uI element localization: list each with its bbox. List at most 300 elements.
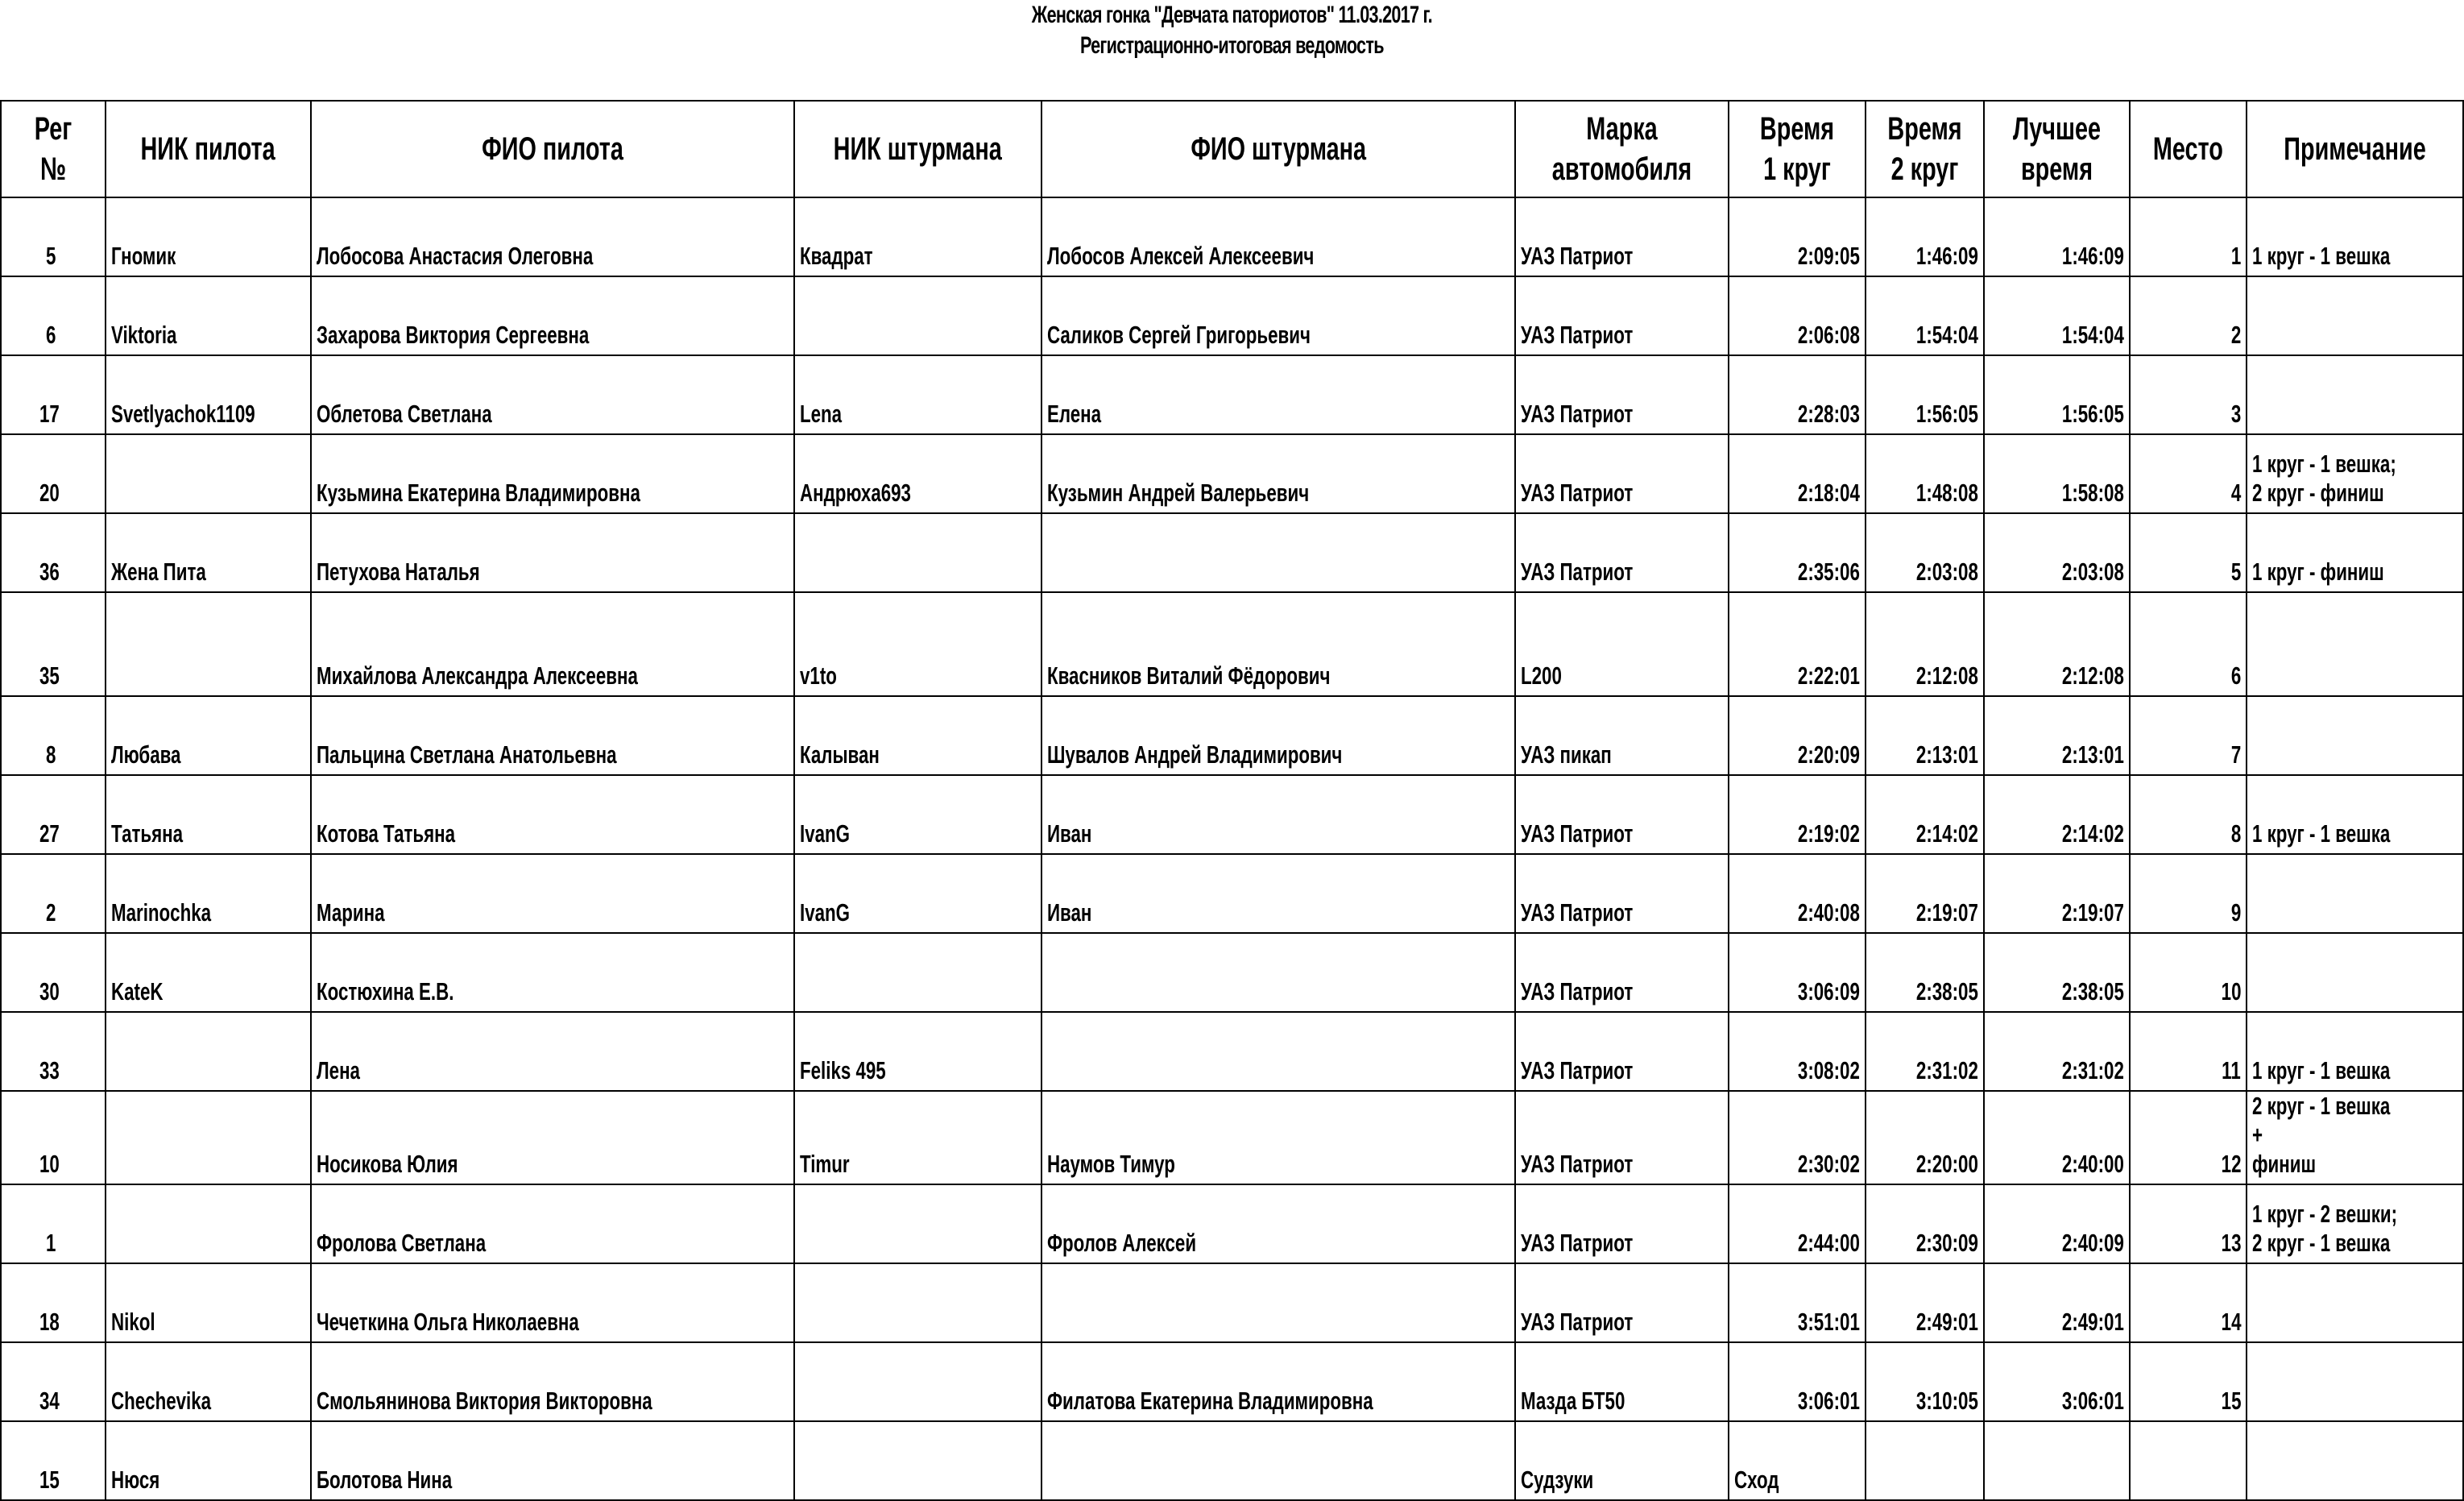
cell-car-make (1515, 513, 1729, 592)
cell-lap2-time (1866, 1342, 1984, 1421)
cell-navigator-nick-text: Квадрат (800, 242, 873, 270)
cell-navigator-name (1042, 854, 1515, 933)
table-row (1, 1263, 2463, 1342)
cell-pilot-nick (106, 592, 311, 696)
cell-navigator-name (1042, 1263, 1515, 1342)
cell-reg-no (1, 775, 106, 854)
cell-lap1-time-text: 2:22:01 (1798, 661, 1860, 690)
header-label: Место (2153, 131, 2223, 167)
cell-car-make-text: УАЗ Патриот (1521, 1308, 1634, 1336)
cell-navigator-name-text: Филатова Екатерина Владимировна (1047, 1387, 1373, 1415)
table-row (1, 197, 2463, 276)
cell-car-make (1515, 434, 1729, 513)
cell-place (2130, 1184, 2247, 1263)
table-row (1, 854, 2463, 933)
cell-lap2-time-text: 2:14:02 (1916, 819, 1978, 848)
cell-best-time-text: 1:56:05 (2062, 400, 2124, 428)
cell-place-text: 8 (2230, 819, 2241, 848)
cell-pilot-nick-text: Любава (111, 740, 181, 769)
cell-best-time-text: 2:31:02 (2062, 1056, 2124, 1084)
cell-navigator-nick-text: Feliks 495 (800, 1056, 886, 1084)
cell-pilot-nick-text: Viktoria (111, 321, 177, 349)
cell-best-time-text: 2:03:08 (2062, 558, 2124, 586)
cell-pilot-name (311, 1012, 794, 1091)
cell-lap1-time-text: 2:18:04 (1798, 479, 1860, 507)
cell-pilot-nick-text: Nikol (111, 1308, 155, 1336)
cell-car-make-text: УАЗ Патриот (1521, 400, 1634, 428)
cell-reg-no-text: 18 (39, 1308, 60, 1336)
header-pilot-nick (106, 101, 311, 197)
cell-navigator-nick-text: IvanG (800, 819, 851, 848)
cell-reg-no-text: 17 (39, 400, 60, 428)
cell-place-text: 6 (2230, 661, 2241, 690)
cell-note-text: 1 круг - 1 вешка (2252, 819, 2391, 848)
cell-lap2-time-text: 2:20:00 (1916, 1150, 1978, 1178)
cell-note (2247, 775, 2463, 854)
cell-best-time-text: 2:14:02 (2062, 819, 2124, 848)
cell-lap2-time-text: 2:19:07 (1916, 898, 1978, 927)
cell-place-text: 11 (2222, 1056, 2241, 1084)
cell-place-text: 10 (2221, 977, 2241, 1006)
cell-reg-no-text: 10 (39, 1150, 60, 1178)
cell-best-time-text: 1:58:08 (2062, 479, 2124, 507)
results-table (0, 100, 2464, 1501)
header-best-time (1984, 101, 2130, 197)
cell-navigator-name-text: Кузьмин Андрей Валерьевич (1047, 479, 1310, 507)
header-place (2130, 101, 2247, 197)
cell-pilot-nick (106, 434, 311, 513)
cell-pilot-name-text: Захарова Виктория Сергеевна (317, 321, 590, 349)
cell-lap1-time-text: 2:40:08 (1798, 898, 1860, 927)
header-navigator-nick (794, 101, 1042, 197)
cell-best-time (1984, 434, 2130, 513)
cell-place (2130, 513, 2247, 592)
cell-reg-no-text: 8 (46, 740, 56, 769)
cell-lap1-time-text: 2:06:08 (1798, 321, 1860, 349)
cell-pilot-name (311, 933, 794, 1012)
cell-best-time-text: 2:38:05 (2062, 977, 2124, 1006)
header-label: Время 1 круг (1759, 111, 1835, 187)
cell-navigator-name (1042, 1012, 1515, 1091)
cell-place (2130, 1012, 2247, 1091)
header-label: Примечание (2284, 131, 2426, 167)
cell-navigator-nick (794, 197, 1042, 276)
cell-car-make (1515, 854, 1729, 933)
cell-car-make-text: Судзуки (1521, 1466, 1594, 1494)
cell-navigator-nick (794, 1342, 1042, 1421)
table-row (1, 1012, 2463, 1091)
cell-note-text: 1 круг - 1 вешка (2252, 242, 2391, 270)
cell-place (2130, 1263, 2247, 1342)
cell-lap2-time-text: 2:30:09 (1916, 1229, 1978, 1257)
cell-best-time (1984, 933, 2130, 1012)
cell-best-time (1984, 355, 2130, 434)
cell-navigator-name-text: Квасников Виталий Фёдорович (1047, 661, 1331, 690)
cell-best-time-text: 3:06:01 (2062, 1387, 2124, 1415)
header-label: НИК штурмана (833, 131, 1003, 167)
cell-navigator-name (1042, 1091, 1515, 1184)
cell-best-time (1984, 1421, 2130, 1500)
cell-reg-no (1, 1342, 106, 1421)
cell-pilot-nick (106, 1012, 311, 1091)
cell-car-make-text: УАЗ пикап (1521, 740, 1612, 769)
cell-car-make (1515, 775, 1729, 854)
cell-note-text: 1 круг - финиш (2252, 558, 2384, 586)
cell-lap1-time-text: 2:20:09 (1798, 740, 1860, 769)
cell-navigator-name (1042, 197, 1515, 276)
header-navigator-name (1042, 101, 1515, 197)
cell-note-text: 1 круг - 2 вешки; 2 круг - 1 вешка (2252, 1200, 2398, 1257)
cell-navigator-nick-text: Timur (800, 1150, 850, 1178)
cell-lap1-time (1729, 1342, 1866, 1421)
cell-lap1-time (1729, 933, 1866, 1012)
cell-place (2130, 1421, 2247, 1500)
cell-pilot-name (311, 1421, 794, 1500)
cell-navigator-nick (794, 933, 1042, 1012)
cell-car-make (1515, 1263, 1729, 1342)
cell-best-time (1984, 854, 2130, 933)
cell-car-make (1515, 696, 1729, 775)
cell-place (2130, 276, 2247, 355)
header-car-make (1515, 101, 1729, 197)
cell-reg-no (1, 1263, 106, 1342)
cell-navigator-name (1042, 592, 1515, 696)
cell-pilot-name-text: Фролова Светлана (317, 1229, 487, 1257)
header-label: Время 2 круг (1887, 111, 1962, 187)
cell-place (2130, 933, 2247, 1012)
cell-place (2130, 1091, 2247, 1184)
cell-pilot-nick (106, 933, 311, 1012)
cell-reg-no (1, 513, 106, 592)
cell-best-time-text: 2:19:07 (2062, 898, 2124, 927)
table-row (1, 276, 2463, 355)
cell-lap1-time (1729, 1421, 1866, 1500)
cell-navigator-nick (794, 1091, 1042, 1184)
cell-place-text: 12 (2221, 1150, 2241, 1178)
cell-lap2-time-text: 2:49:01 (1916, 1308, 1978, 1336)
cell-lap2-time (1866, 434, 1984, 513)
cell-lap2-time-text: 2:03:08 (1916, 558, 1978, 586)
cell-pilot-nick (106, 854, 311, 933)
cell-pilot-nick (106, 1091, 311, 1184)
cell-car-make (1515, 1184, 1729, 1263)
header-label: НИК пилота (140, 131, 276, 167)
cell-lap1-time (1729, 1263, 1866, 1342)
cell-navigator-nick (794, 1421, 1042, 1500)
cell-pilot-nick-text: Chechevika (111, 1387, 212, 1415)
cell-pilot-name (311, 1184, 794, 1263)
cell-reg-no-text: 6 (46, 321, 56, 349)
cell-best-time-text: 2:49:01 (2062, 1308, 2124, 1336)
cell-best-time (1984, 513, 2130, 592)
cell-best-time (1984, 1012, 2130, 1091)
cell-reg-no-text: 2 (46, 898, 56, 927)
cell-lap2-time (1866, 1263, 1984, 1342)
cell-lap1-time (1729, 355, 1866, 434)
cell-pilot-name-text: Кузьмина Екатерина Владимировна (317, 479, 640, 507)
cell-lap1-time-text: 2:19:02 (1798, 819, 1860, 848)
cell-navigator-nick (794, 696, 1042, 775)
cell-car-make (1515, 197, 1729, 276)
cell-place (2130, 696, 2247, 775)
cell-reg-no-text: 35 (39, 661, 60, 690)
cell-car-make (1515, 592, 1729, 696)
cell-navigator-nick-text: Калыван (800, 740, 880, 769)
cell-pilot-name (311, 854, 794, 933)
cell-lap2-time-text: 2:38:05 (1916, 977, 1978, 1006)
cell-navigator-nick-text: v1to (800, 661, 837, 690)
cell-lap1-time (1729, 1012, 1866, 1091)
cell-note (2247, 513, 2463, 592)
cell-best-time (1984, 775, 2130, 854)
cell-navigator-name (1042, 696, 1515, 775)
cell-pilot-name (311, 513, 794, 592)
cell-navigator-nick (794, 1012, 1042, 1091)
cell-lap1-time-text: 2:30:02 (1798, 1150, 1860, 1178)
cell-pilot-name (311, 1342, 794, 1421)
cell-navigator-name-text: Шувалов Андрей Владимирович (1047, 740, 1343, 769)
cell-place (2130, 434, 2247, 513)
cell-lap2-time-text: 1:48:08 (1916, 479, 1978, 507)
cell-place-text: 3 (2230, 400, 2241, 428)
table-row (1, 1091, 2463, 1184)
cell-pilot-nick (106, 197, 311, 276)
cell-place (2130, 592, 2247, 696)
cell-reg-no (1, 434, 106, 513)
table-row (1, 1421, 2463, 1500)
cell-lap2-time (1866, 276, 1984, 355)
cell-reg-no (1, 197, 106, 276)
cell-navigator-name (1042, 1184, 1515, 1263)
cell-lap1-time (1729, 696, 1866, 775)
cell-car-make-text: УАЗ Патриот (1521, 977, 1634, 1006)
cell-note (2247, 197, 2463, 276)
cell-car-make (1515, 933, 1729, 1012)
cell-pilot-name (311, 355, 794, 434)
cell-reg-no-text: 15 (39, 1466, 60, 1494)
cell-car-make-text: Мазда БТ50 (1521, 1387, 1625, 1415)
cell-pilot-nick (106, 513, 311, 592)
cell-navigator-name (1042, 355, 1515, 434)
cell-reg-no (1, 592, 106, 696)
cell-car-make (1515, 1012, 1729, 1091)
cell-pilot-name-text: Лена (317, 1056, 360, 1084)
cell-note-text: 1 круг - 1 вешка; 2 круг - финиш (2252, 450, 2396, 507)
cell-reg-no-text: 34 (39, 1387, 60, 1415)
cell-place-text: 15 (2221, 1387, 2241, 1415)
cell-car-make-text: УАЗ Патриот (1521, 1229, 1634, 1257)
cell-place (2130, 775, 2247, 854)
cell-navigator-nick (794, 434, 1042, 513)
cell-place-text: 7 (2230, 740, 2241, 769)
cell-reg-no-text: 30 (39, 977, 60, 1006)
cell-pilot-name-text: Михайлова Александра Алексеевна (317, 661, 638, 690)
table-row (1, 933, 2463, 1012)
cell-car-make-text: УАЗ Патриот (1521, 321, 1634, 349)
cell-note (2247, 1012, 2463, 1091)
cell-navigator-name (1042, 1342, 1515, 1421)
table-row (1, 696, 2463, 775)
cell-pilot-name-text: Лобосова Анастасия Олеговна (317, 242, 594, 270)
cell-lap1-time-text: 3:06:01 (1798, 1387, 1860, 1415)
cell-reg-no (1, 854, 106, 933)
cell-lap1-time-text: 2:09:05 (1798, 242, 1860, 270)
cell-navigator-nick-text: Андрюха693 (800, 479, 911, 507)
cell-car-make-text: УАЗ Патриот (1521, 898, 1634, 927)
header-label: Марка автомобиля (1551, 111, 1692, 187)
cell-lap1-time (1729, 592, 1866, 696)
cell-lap1-time (1729, 434, 1866, 513)
cell-best-time-text: 2:12:08 (2062, 661, 2124, 690)
cell-navigator-nick-text: IvanG (800, 898, 851, 927)
sheet-subtitle: Регистрационно-итоговая ведомость (1079, 32, 1384, 59)
cell-lap2-time (1866, 933, 1984, 1012)
cell-lap1-time (1729, 513, 1866, 592)
header-lap2-time (1866, 101, 1984, 197)
cell-navigator-nick (794, 775, 1042, 854)
cell-lap1-time-text: 2:35:06 (1798, 558, 1860, 586)
header-label: ФИО пилота (482, 131, 623, 167)
cell-lap2-time-text: 1:56:05 (1916, 400, 1978, 428)
header-note (2247, 101, 2463, 197)
cell-lap1-time (1729, 775, 1866, 854)
cell-pilot-name-text: Носикова Юлия (317, 1150, 458, 1178)
cell-pilot-name-text: Марина (317, 898, 385, 927)
header-row (1, 101, 2463, 197)
cell-reg-no (1, 1012, 106, 1091)
cell-lap2-time (1866, 1012, 1984, 1091)
cell-best-time (1984, 592, 2130, 696)
cell-lap2-time (1866, 775, 1984, 854)
cell-lap2-time-text: 3:10:05 (1916, 1387, 1978, 1415)
cell-navigator-nick-text: Lena (800, 400, 843, 428)
cell-reg-no-text: 27 (39, 819, 60, 848)
cell-note (2247, 1263, 2463, 1342)
cell-navigator-name (1042, 276, 1515, 355)
cell-note (2247, 592, 2463, 696)
cell-note (2247, 933, 2463, 1012)
cell-navigator-nick (794, 854, 1042, 933)
cell-lap1-time-text: 3:08:02 (1798, 1056, 1860, 1084)
cell-navigator-name (1042, 434, 1515, 513)
cell-best-time-text: 2:13:01 (2062, 740, 2124, 769)
cell-pilot-nick (106, 1421, 311, 1500)
cell-lap2-time-text: 1:46:09 (1916, 242, 1978, 270)
cell-navigator-nick (794, 592, 1042, 696)
cell-lap1-time-text: 2:28:03 (1798, 400, 1860, 428)
cell-best-time (1984, 1263, 2130, 1342)
cell-reg-no-text: 5 (46, 242, 56, 270)
cell-reg-no (1, 1184, 106, 1263)
cell-reg-no-text: 20 (39, 479, 60, 507)
cell-reg-no-text: 33 (39, 1056, 60, 1084)
cell-navigator-nick (794, 355, 1042, 434)
header-lap1-time (1729, 101, 1866, 197)
cell-pilot-name (311, 434, 794, 513)
header-label: Рег № (34, 111, 72, 187)
cell-pilot-name (311, 1091, 794, 1184)
cell-lap2-time (1866, 854, 1984, 933)
cell-reg-no (1, 933, 106, 1012)
cell-pilot-nick (106, 355, 311, 434)
cell-note (2247, 1091, 2463, 1184)
cell-lap1-time (1729, 276, 1866, 355)
cell-place-text: 9 (2230, 898, 2241, 927)
cell-pilot-nick-text: Svetlyachok1109 (111, 400, 255, 428)
cell-reg-no (1, 696, 106, 775)
cell-best-time (1984, 276, 2130, 355)
cell-best-time-text: 1:46:09 (2062, 242, 2124, 270)
cell-place-text: 4 (2230, 479, 2241, 507)
cell-car-make (1515, 1342, 1729, 1421)
cell-pilot-nick (106, 1263, 311, 1342)
cell-lap2-time (1866, 197, 1984, 276)
cell-note (2247, 696, 2463, 775)
cell-navigator-name (1042, 1421, 1515, 1500)
cell-lap2-time (1866, 592, 1984, 696)
cell-place-text: 1 (2230, 242, 2241, 270)
cell-lap2-time-text: 2:31:02 (1916, 1056, 1978, 1084)
cell-navigator-name-text: Лобосов Алексей Алексеевич (1047, 242, 1315, 270)
cell-pilot-nick (106, 276, 311, 355)
cell-navigator-name (1042, 513, 1515, 592)
cell-pilot-nick (106, 1184, 311, 1263)
cell-car-make-text: УАЗ Патриот (1521, 1056, 1634, 1084)
cell-place-text: 13 (2221, 1229, 2241, 1257)
cell-pilot-nick-text: Гномик (111, 242, 176, 270)
table-row (1, 355, 2463, 434)
cell-pilot-nick (106, 1342, 311, 1421)
cell-navigator-name-text: Иван (1047, 898, 1092, 927)
cell-best-time-text: 2:40:09 (2062, 1229, 2124, 1257)
cell-navigator-name (1042, 933, 1515, 1012)
cell-pilot-nick (106, 696, 311, 775)
cell-note (2247, 276, 2463, 355)
cell-navigator-nick (794, 1184, 1042, 1263)
table-row (1, 513, 2463, 592)
cell-place-text: 2 (2230, 321, 2241, 349)
cell-car-make-text: УАЗ Патриот (1521, 479, 1634, 507)
cell-pilot-nick-text: Нюся (111, 1466, 160, 1494)
cell-reg-no-text: 36 (39, 558, 60, 586)
cell-note (2247, 1421, 2463, 1500)
cell-pilot-name-text: Облетова Светлана (317, 400, 492, 428)
cell-pilot-name (311, 592, 794, 696)
table-row (1, 1342, 2463, 1421)
cell-pilot-name-text: Смольянинова Виктория Викторовна (317, 1387, 652, 1415)
header-label: Лучшее время (2013, 111, 2101, 187)
cell-pilot-name-text: Чечеткина Ольга Николаевна (317, 1308, 579, 1336)
cell-lap1-time-text: 2:44:00 (1798, 1229, 1860, 1257)
cell-navigator-name-text: Иван (1047, 819, 1092, 848)
table-row (1, 775, 2463, 854)
cell-car-make (1515, 276, 1729, 355)
cell-best-time (1984, 1184, 2130, 1263)
header-reg-no (1, 101, 106, 197)
cell-best-time (1984, 696, 2130, 775)
cell-car-make-text: L200 (1521, 661, 1562, 690)
cell-lap1-time-text: Сход (1734, 1466, 1779, 1494)
cell-pilot-name (311, 276, 794, 355)
cell-lap1-time-text: 3:51:01 (1798, 1308, 1860, 1336)
cell-car-make-text: УАЗ Патриот (1521, 819, 1634, 848)
cell-place-text: 5 (2230, 558, 2241, 586)
cell-pilot-nick-text: Marinochka (111, 898, 212, 927)
cell-lap2-time (1866, 696, 1984, 775)
cell-car-make (1515, 1091, 1729, 1184)
document-title (0, 0, 2464, 101)
cell-navigator-nick (794, 1263, 1042, 1342)
